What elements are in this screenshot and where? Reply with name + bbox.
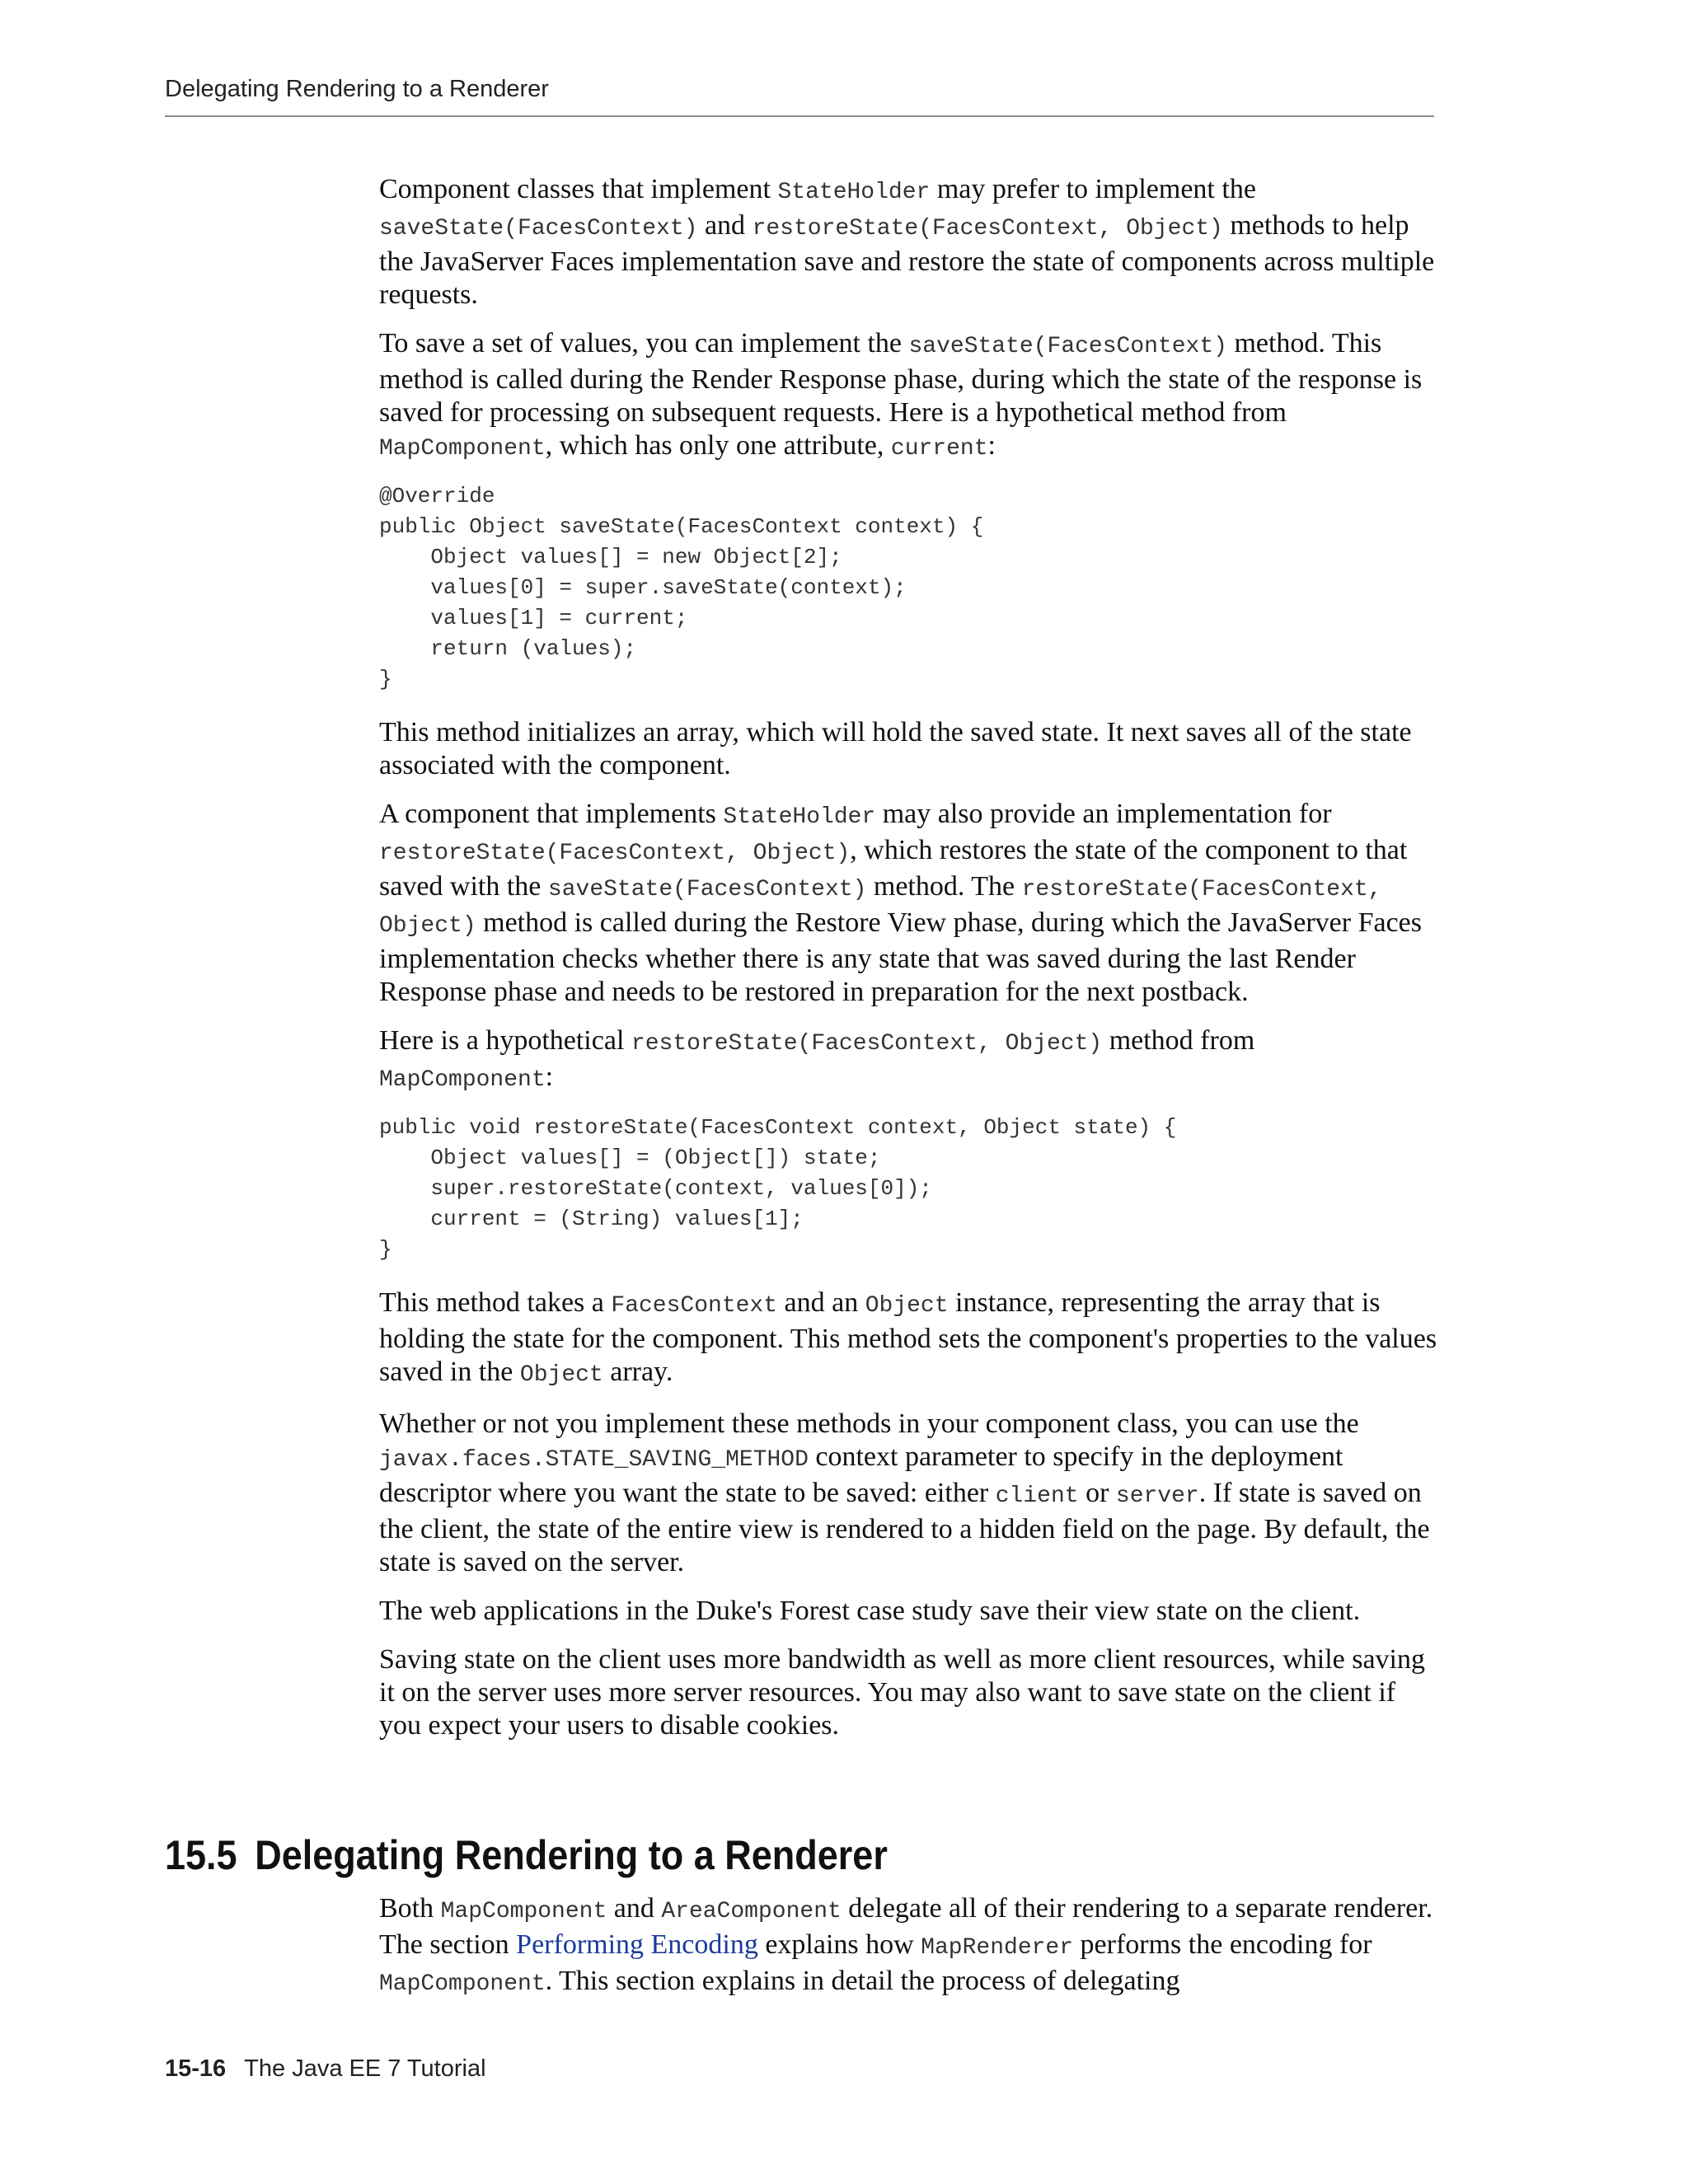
inline-code: StateHolder — [777, 180, 931, 205]
inline-code: restoreState(FacesContext, Object) — [379, 841, 851, 866]
paragraph-dukes-forest: The web applications in the Duke's Forest case study save their view state on the client. — [379, 1596, 1361, 1626]
text: method from — [1102, 1025, 1255, 1056]
text: may also provide an implementation for — [875, 799, 1332, 829]
inline-code: saveState(FacesContext) — [908, 334, 1227, 359]
text: Both — [379, 1893, 441, 1924]
inline-code: server — [1115, 1483, 1199, 1509]
page-content — [379, 173, 1442, 1758]
text: , which restores the state of the component to that saved with the — [379, 835, 1408, 902]
section-title: Delegating Rendering to a Renderer — [255, 1832, 888, 1878]
text: instance, representing the array that is holding the state for the component. This method sets the component's properties to the values saved in the — [379, 1287, 1437, 1387]
text: performs the encoding for — [1073, 1929, 1372, 1960]
inline-code: saveState(FacesContext) — [379, 216, 698, 241]
section-body — [379, 1892, 1442, 2017]
inline-code: restoreState(FacesContext, Object) — [752, 216, 1223, 241]
code-block-restorestate: public void restoreState(FacesContext context, Object state) { Object values[] = (Object[]) state; super.restoreState(context, values[0]); current = (String) values[1]; } — [379, 1115, 1177, 1262]
text: Component classes that implement — [379, 174, 778, 204]
text: delegate all of their rendering to a separate renderer. The section — [379, 1893, 1433, 1960]
text: To save a set of values, you can implement the — [379, 328, 909, 359]
text: methods to help the JavaServer Faces implementation save and restore the state of components across multiple requests. — [379, 210, 1435, 310]
text: array. — [603, 1357, 673, 1387]
text: method. The — [866, 871, 1022, 902]
text: method. This method is called during the Render Response phase, during which the state of the response is saved for processing on subsequent requests. Here is a hypothetical method from — [379, 328, 1423, 428]
paragraph-restorestate-example — [379, 1024, 1442, 1097]
header-rule — [165, 115, 1434, 117]
text: and — [607, 1893, 662, 1924]
paragraph-state-saving-method — [379, 1408, 1442, 1579]
page-footer — [165, 2055, 486, 2083]
paragraph-restorestate — [379, 798, 1442, 1009]
inline-code: javax.faces.STATE_SAVING_METHOD — [379, 1447, 809, 1473]
text: and — [697, 210, 753, 241]
paragraph-client-bandwidth: Saving state on the client uses more bandwidth as well as more client resources, while saving it on the server uses more server resources. You may also want to save state on the client if you expect your users to disable cookies. — [379, 1644, 1426, 1741]
text: Here is a hypothetical — [379, 1025, 631, 1056]
inline-code: Object — [519, 1362, 603, 1388]
text: or — [1078, 1478, 1116, 1508]
inline-code: saveState(FacesContext) — [547, 877, 867, 902]
code-block-savestate: @Override public Object saveState(FacesContext context) { Object values[] = new Object[2]; values[0] = super.saveState(context); values[1] = current; return (values); } — [379, 484, 984, 691]
paragraph-savestate — [379, 327, 1442, 466]
text: This method takes a — [379, 1287, 612, 1318]
text: : — [987, 430, 996, 461]
inline-code: MapComponent — [379, 436, 546, 462]
text: context parameter to specify in the deployment descriptor where you want the state to be saved: either — [379, 1441, 1343, 1508]
book-title: The Java EE 7 Tutorial — [244, 2055, 486, 2082]
running-header: Delegating Rendering to a Renderer — [165, 76, 549, 102]
inline-code: restoreState(FacesContext, Object) — [631, 1031, 1103, 1057]
inline-code: current — [890, 436, 988, 462]
inline-code: MapComponent — [379, 1067, 546, 1093]
paragraph-array-init: This method initializes an array, which will hold the saved state. It next saves all of the state associated with the component. — [379, 717, 1412, 780]
text: , which has only one attribute, — [545, 430, 891, 461]
performing-encoding-link[interactable]: Performing Encoding — [516, 1929, 758, 1960]
inline-code: StateHolder — [723, 804, 876, 830]
section-heading — [165, 1831, 1322, 1879]
text: . If state is saved on the client, the state of the entire view is rendered to a hidden field on the page. By default, the state is saved on the server. — [379, 1478, 1430, 1577]
page-number: 15-16 — [165, 2055, 227, 2082]
text: A component that implements — [379, 799, 724, 829]
inline-code: AreaComponent — [661, 1899, 842, 1924]
paragraph-method-takes — [379, 1286, 1442, 1392]
text: and an — [777, 1287, 865, 1318]
section-number: 15.5 — [165, 1832, 237, 1878]
text: method is called during the Restore View phase, during which the JavaServer Faces implementation checks whether there is any state that was saved during the last Render Response phase and needs to be restored in preparation for the next postback. — [379, 907, 1422, 1007]
text: : — [545, 1062, 554, 1092]
inline-code: MapComponent — [440, 1899, 607, 1924]
inline-code: FacesContext — [611, 1293, 778, 1319]
text: . This section explains in detail the process of delegating — [545, 1966, 1180, 1996]
inline-code: Object — [865, 1293, 949, 1319]
inline-code: MapComponent — [379, 1971, 546, 1997]
text: Whether or not you implement these methods in your component class, you can use the — [379, 1408, 1359, 1439]
paragraph-stateholder-intro — [379, 173, 1442, 312]
text: may prefer to implement the — [930, 174, 1256, 204]
inline-code: client — [995, 1483, 1079, 1509]
text: explains how — [757, 1929, 921, 1960]
inline-code: restoreState(FacesContext, Object) — [379, 877, 1382, 939]
inline-code: MapRenderer — [921, 1935, 1074, 1961]
paragraph-delegation — [379, 1892, 1442, 2001]
